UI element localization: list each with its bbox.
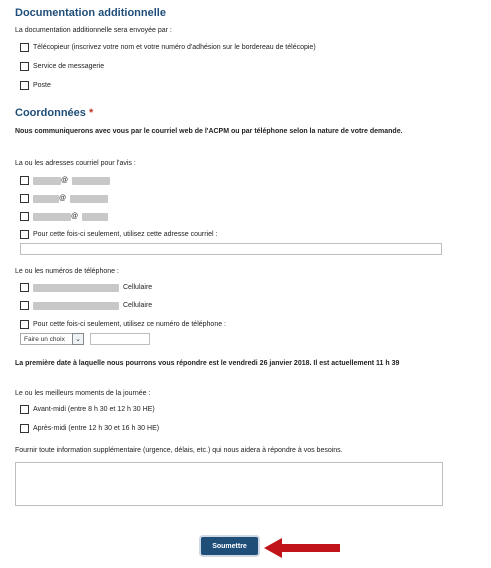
phone-option-2[interactable] — [20, 301, 152, 310]
phone-option-other[interactable] — [20, 320, 226, 329]
redacted-phone-number — [33, 302, 119, 310]
extra-info-label: Fournir toute information supplémentaire (urgence, délais, etc.) qui nous aidera à répondre à vos besoins. — [15, 447, 343, 454]
email-option-other[interactable] — [20, 230, 217, 239]
email-other-checkbox[interactable] — [20, 230, 29, 239]
email-checkbox-2[interactable] — [20, 194, 29, 203]
moments-label: Le ou les meilleurs moments de la journée : — [15, 390, 151, 397]
courier-label: Service de messagerie — [33, 63, 105, 70]
phone-checkbox-1[interactable] — [20, 283, 29, 292]
email-at-2: @ — [59, 195, 67, 202]
morning-checkbox[interactable] — [20, 405, 29, 414]
moment-morning[interactable] — [20, 405, 155, 414]
doc-option-fax[interactable] — [20, 43, 316, 52]
courier-checkbox[interactable] — [20, 62, 29, 71]
email-at-1: @ — [61, 177, 69, 184]
phone-type-1: Cellulaire — [123, 284, 153, 291]
fax-label: Télécopieur (inscrivez votre nom et votre numéro d'adhésion sur le bordereau de télécopie) — [33, 44, 316, 51]
afternoon-label: Après-midi (entre 12 h 30 et 16 h 30 HE) — [33, 425, 160, 432]
phone-other-label: Pour cette fois-ci seulement, utilisez ce numéro de téléphone : — [33, 321, 226, 328]
email-at-3: @ — [71, 213, 79, 220]
redacted-email-user — [33, 177, 61, 185]
submit-button[interactable]: Soumettre — [201, 537, 258, 555]
morning-label: Avant-midi (entre 8 h 30 et 12 h 30 HE) — [33, 406, 155, 413]
doc-section-title: Documentation additionnelle — [15, 7, 166, 19]
email-option-3[interactable] — [20, 212, 108, 221]
coord-intro: Nous communiquerons avec vous par le courriel web de l'ACPM ou par téléphone selon la nature de votre demande. — [15, 128, 403, 135]
coord-title-text: Coordonnées — [15, 107, 86, 119]
doc-option-courier[interactable] — [20, 62, 104, 71]
phone-checkbox-2[interactable] — [20, 301, 29, 310]
phone-other-controls — [20, 333, 150, 345]
mail-label: Poste — [33, 82, 51, 89]
redacted-email-domain — [82, 213, 108, 221]
date-info: La première date à laquelle nous pourrons vous répondre est le vendredi 26 janvier 2018. Il est actuellement 11 h 39 — [15, 360, 400, 367]
required-mark: * — [88, 107, 94, 119]
phone-label: Le ou les numéros de téléphone : — [15, 268, 119, 275]
email-option-1[interactable] — [20, 176, 110, 185]
phone-type-2: Cellulaire — [123, 302, 153, 309]
chevron-down-icon[interactable]: ⌄ — [72, 333, 84, 345]
email-other-input[interactable] — [20, 243, 442, 255]
doc-intro: La documentation additionnelle sera envoyée par : — [15, 27, 172, 34]
email-checkbox-3[interactable] — [20, 212, 29, 221]
phone-select-value: Faire un choix — [24, 335, 65, 343]
redacted-email-user — [33, 213, 71, 221]
email-label: La ou les adresses courriel pour l'avis : — [15, 160, 136, 167]
doc-option-mail[interactable] — [20, 81, 51, 90]
redacted-email-user — [33, 195, 59, 203]
email-other-label: Pour cette fois-ci seulement, utilisez cette adresse courriel : — [33, 231, 218, 238]
mail-checkbox[interactable] — [20, 81, 29, 90]
coord-section-title — [15, 107, 93, 119]
phone-other-input[interactable] — [90, 333, 150, 345]
email-option-2[interactable] — [20, 194, 108, 203]
extra-info-textarea[interactable] — [15, 462, 443, 506]
redacted-email-domain — [70, 195, 108, 203]
redacted-email-domain — [72, 177, 110, 185]
phone-option-1[interactable] — [20, 283, 152, 292]
fax-checkbox[interactable] — [20, 43, 29, 52]
moment-afternoon[interactable] — [20, 424, 159, 433]
red-arrow-annotation — [264, 536, 342, 560]
email-checkbox-1[interactable] — [20, 176, 29, 185]
afternoon-checkbox[interactable] — [20, 424, 29, 433]
redacted-phone-number — [33, 284, 119, 292]
phone-other-checkbox[interactable] — [20, 320, 29, 329]
